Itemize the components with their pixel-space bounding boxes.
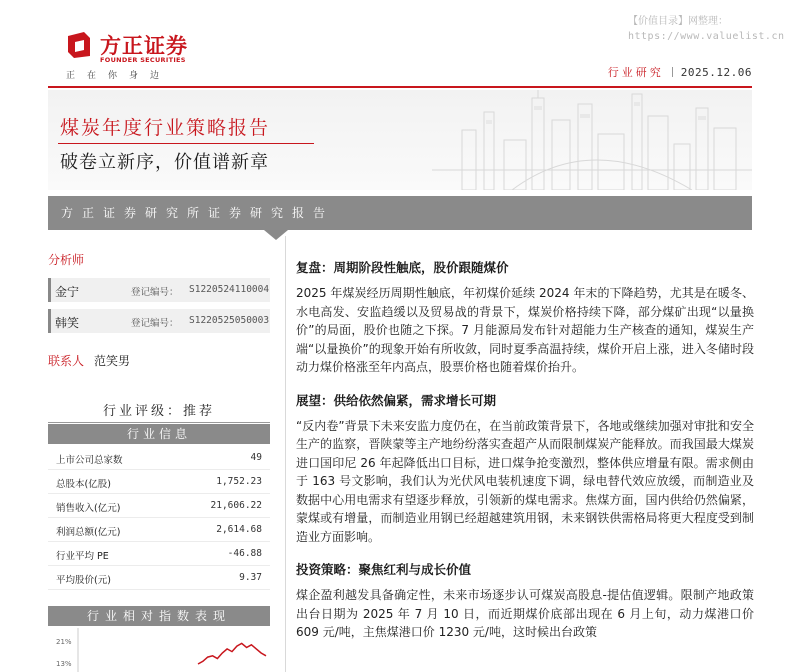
performance-header: 行业相对指数表现 [48, 606, 270, 626]
analyst-reg-label: 登记编号： [131, 287, 179, 298]
header-rule [48, 86, 752, 88]
contact-label: 联系人 [48, 354, 85, 368]
contact-name: 范笑男 [94, 354, 131, 368]
analyst-reg-no: S1220524110004 [189, 284, 270, 295]
title-underline [58, 143, 314, 144]
analyst-name: 韩笑 [55, 316, 80, 330]
industry-info-header: 行业信息 [48, 424, 270, 444]
industry-rating: 行业评级：推荐 [102, 404, 215, 419]
research-band-text: 方正证券研究所证券研究报告 [61, 206, 335, 220]
contact-person [48, 352, 130, 369]
info-value: 9.37 [239, 572, 262, 583]
analyst-reg-no: S1220525050003 [189, 315, 270, 326]
info-row [48, 494, 270, 518]
watermark [628, 14, 785, 44]
title-banner [48, 90, 752, 190]
report-subtitle: 破卷立新序，价值谱新章 [60, 152, 269, 173]
info-label: 利润总额(亿元) [56, 527, 121, 538]
analyst-row [48, 309, 270, 333]
logo-mark-icon [64, 30, 94, 60]
header-meta [608, 64, 752, 80]
info-label: 销售收入(亿元) [56, 503, 121, 514]
analyst-row [48, 278, 270, 302]
logo-slogan: 正在你身边 [66, 71, 172, 81]
info-row [48, 518, 270, 542]
section-body: “反内卷”背景下未来安监力度仍在，在当前政策背景下，各地或继续加强对审批和安全生产的监察，晋陕蒙等主产地纷纷落实查超产从而限制煤炭产能释放。而我国最大煤炭进口国印尼 26 年起降低出口目标，进口煤争抢变激烈，整体供应增量有限。需求侧由于 163 号文影响，我们认为光伏风电装机速度下调，绿电替代效应放缓，而制造业及数据中心用电需求有望逐步释放，引领新的煤电需求。焦煤方面，国内供给仍然偏紧，蒙煤或有增量，而制造业用钢已经超越建筑用钢，未来钢铁供需格局将更大程度受到制造业方面影响。 [296, 418, 754, 544]
report-date: 2025.12.06 [680, 66, 752, 79]
info-label: 上市公司总家数 [56, 455, 123, 466]
info-label: 总股本(亿股) [56, 479, 111, 490]
info-label: 行业平均 PE [56, 551, 109, 562]
y-tick-label: 21% [56, 638, 72, 646]
analyst-section-label: 分析师 [48, 253, 85, 267]
info-value: 21,606.22 [210, 500, 262, 511]
info-value: -46.88 [227, 548, 262, 559]
relative-index-chart [48, 628, 270, 672]
section-body: 2025 年煤炭经历周期性触底，年初煤价延续 2024 年末的下降趋势，尤其是在暖冬、水电高发、安监趋缓以及贸易战的背景下，煤炭价格持续下降，部分煤矿出现“以量换价”的局面，股价也随之下探。7 月能源局发布针对超能力生产核查的通知，煤炭生产端“以量换价”的现象开始有所收敛，同时夏季高温持续，煤价开启上涨，进入冬储时段动力煤价格涨至年内高点，股票价格也随着煤价抬升。 [296, 286, 754, 374]
section-heading: 投资策略：聚焦红利与成长价值 [296, 562, 472, 577]
header-separator [672, 67, 673, 77]
info-row [48, 566, 270, 590]
info-row [48, 542, 270, 566]
logo-name: 方正证券 [100, 34, 188, 58]
city-skyline-graphic [392, 90, 752, 190]
section-heading: 展望：供给依然偏紧，需求增长可期 [296, 392, 497, 408]
y-tick-label: 13% [56, 660, 72, 668]
info-row [48, 446, 270, 470]
report-title: 煤炭年度行业策略报告 [60, 117, 271, 139]
industry-index-line [198, 643, 266, 664]
column-divider [285, 236, 286, 672]
info-label: 平均股价(元) [56, 575, 111, 586]
info-value: 1,752.23 [216, 476, 262, 487]
section-body: 煤企盈利越发具备确定性，未来市场逐步认可煤炭高股息-提估值逻辑。限制产地政策出台日期为 2025 年 7 月 10 日，而近期煤价底部出现在 6 月上旬，动力煤港口价 609 元/吨，主焦煤港口价 1230 元/吨，这时候出台政策 [296, 588, 754, 639]
main-content [296, 258, 754, 656]
watermark-line1: 【价值目录】网整理： [628, 16, 728, 27]
info-value: 2,614.68 [216, 524, 262, 535]
logo-english: FOUNDER SECURITIES [100, 56, 186, 64]
analyst-reg-label: 登记编号： [131, 318, 179, 329]
watermark-url: https://www.valuelist.cn [628, 31, 785, 42]
research-band [48, 196, 752, 230]
company-logo [64, 28, 204, 84]
info-row [48, 470, 270, 494]
section-heading: 复盘：周期阶段性触底，股价跟随煤价 [296, 260, 509, 275]
industry-label: 行业研究 [607, 66, 664, 79]
analyst-name: 金宁 [55, 285, 80, 299]
info-value: 49 [250, 452, 262, 463]
rating-rule [48, 422, 270, 423]
